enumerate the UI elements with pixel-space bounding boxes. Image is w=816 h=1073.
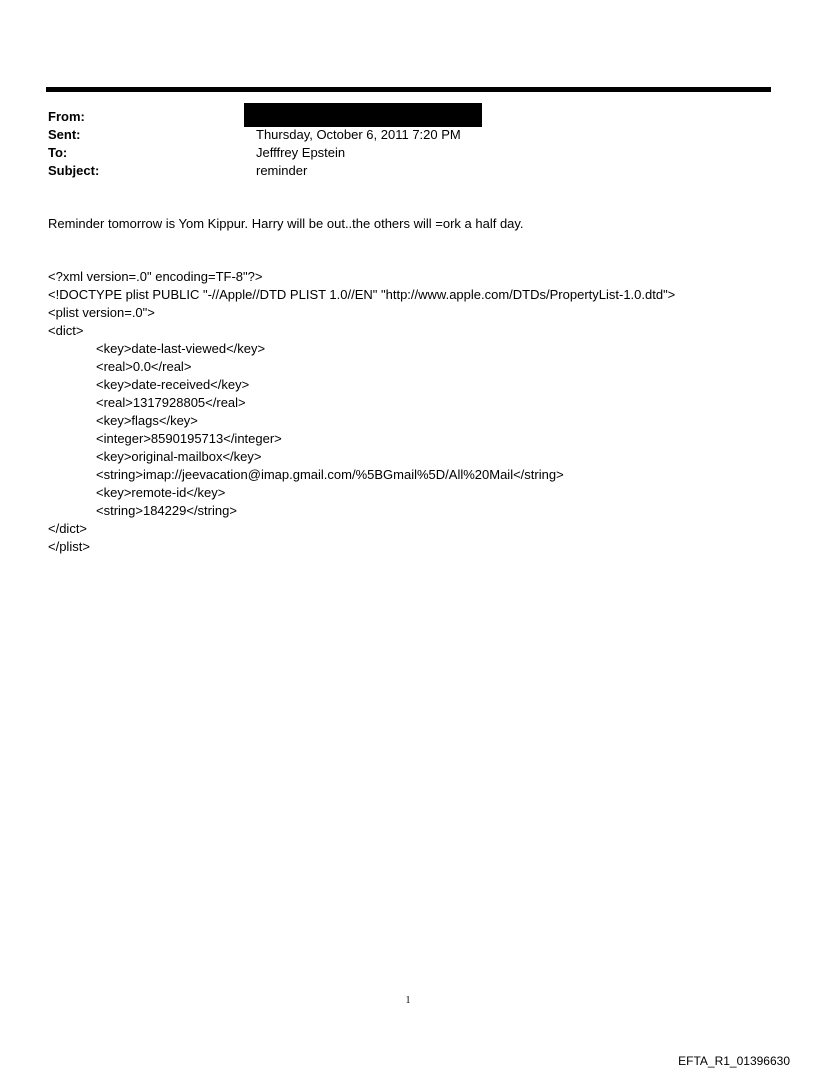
sent-value: Thursday, October 6, 2011 7:20 PM xyxy=(256,127,461,142)
page-number: 1 xyxy=(405,995,411,1006)
code-line: <dict> xyxy=(48,323,84,338)
subject-row xyxy=(48,162,748,180)
sent-row xyxy=(48,126,748,144)
code-line: <key>remote-id</key> xyxy=(96,485,226,500)
code-line: <key>date-last-viewed</key> xyxy=(96,341,266,356)
code-line: </plist> xyxy=(48,539,90,554)
subject-value: reminder xyxy=(256,163,308,178)
code-line: <?xml version=.0" encoding=TF-8"?> xyxy=(48,269,263,284)
code-line: <key>date-received</key> xyxy=(96,377,250,392)
from-label: From: xyxy=(48,109,85,124)
plist-code-block xyxy=(48,268,675,556)
code-line: </dict> xyxy=(48,521,88,536)
code-line: <!DOCTYPE plist PUBLIC "-//Apple//DTD PLIST 1.0//EN" "http://www.apple.com/DTDs/PropertyList-1.0.dtd"> xyxy=(48,287,676,302)
to-value: Jefffrey Epstein xyxy=(256,145,346,160)
to-label: To: xyxy=(48,145,68,160)
code-line: <plist version=.0"> xyxy=(48,305,155,320)
document-id: EFTA_R1_01396630 xyxy=(678,1054,790,1068)
subject-label: Subject: xyxy=(48,163,100,178)
code-line: <key>flags</key> xyxy=(96,413,198,428)
sent-label: Sent: xyxy=(48,127,81,142)
to-row xyxy=(48,144,748,162)
header-rule xyxy=(46,87,771,92)
redaction-box xyxy=(244,103,482,127)
code-line: <integer>8590195713</integer> xyxy=(96,431,282,446)
code-line: <real>0.0</real> xyxy=(96,359,192,374)
message-body: Reminder tomorrow is Yom Kippur. Harry will be out..the others will =ork a half day. xyxy=(48,216,524,231)
code-line: <string>imap://jeevacation@imap.gmail.com/%5BGmail%5D/All%20Mail</string> xyxy=(96,467,564,482)
code-line: <real>1317928805</real> xyxy=(96,395,246,410)
code-line: <string>184229</string> xyxy=(96,503,237,518)
code-line: <key>original-mailbox</key> xyxy=(96,449,262,464)
